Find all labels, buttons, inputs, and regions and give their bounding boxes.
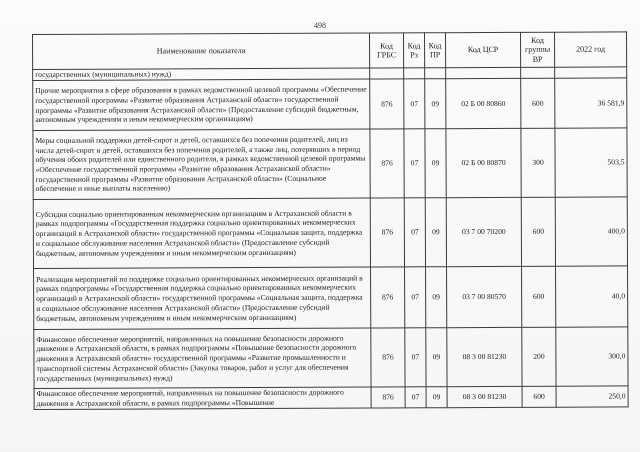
csr-code: 08 3 00 81230 — [447, 327, 522, 386]
header-name: Наименование показателя — [33, 33, 370, 69]
csr-code: 08 3 00 81230 — [447, 386, 522, 407]
empty-cell — [446, 67, 521, 78]
header-pr: Код ПР — [424, 33, 445, 68]
continuation-text: государственных (муниципальных) нужд) — [33, 68, 370, 80]
csr-code: 03 7 00 80570 — [447, 266, 522, 327]
vr-code: 600 — [521, 78, 555, 128]
header-vr: Код группы ВР — [520, 32, 554, 67]
pr-code: 09 — [426, 267, 447, 328]
table-row — [33, 197, 627, 269]
rz-code: 07 — [405, 328, 426, 387]
page-number: 498 — [314, 21, 326, 30]
pr-code: 09 — [425, 198, 446, 267]
header-csr: Код ЦСР — [445, 32, 520, 67]
indicator-name: Финансовое обеспечение мероприятий, направленных на повышение безопасности дорожного движения в Астраханской области, в рамках подпрограммы «Повышение — [34, 387, 371, 409]
vr-code: 600 — [522, 386, 556, 407]
rz-code: 07 — [404, 198, 425, 267]
empty-cell — [425, 68, 446, 79]
budget-table — [32, 31, 629, 410]
grbs-code: 876 — [370, 198, 404, 267]
csr-code: 03 7 00 70200 — [446, 197, 521, 266]
table-row — [34, 266, 628, 330]
indicator-name: Реализация мероприятий по поддержке социально ориентированных некоммерческих организаций в рамках подпрограммы «Государственная поддержка социально ориентированных некоммерческих организаций в Астраханской области» государственной программы «Социальная защита, поддержка и социальное обслуживание населения Астраханской области» (Предоставление субсидий бюджетным, автономным учреждениям и иным некоммерческим организациям) — [34, 267, 371, 329]
vr-code: 600 — [522, 266, 556, 327]
table-header-row — [33, 32, 627, 70]
amount-2022: 503,5 — [555, 128, 627, 197]
indicator-name: Меры социальной поддержки детей-сирот и детей, оставшихся без попечения родителей, лиц из числа детей-сирот и детей, оставшихся без попечения родителей, а также лиц, потерявших в период обучения обоих родителей или единственного родителя, в рамках ведомственной целевой программы «Обеспечение государственной программы «Развитие образования Астраханской области» государственной программы «Развитие образования Астраханской области» (Социальное обеспечение и иные выплаты населению) — [33, 129, 370, 199]
amount-2022: 400,0 — [555, 197, 627, 266]
csr-code: 02 Б 00 80870 — [446, 128, 521, 197]
csr-code: 02 Б 00 80860 — [446, 78, 521, 128]
empty-cell — [370, 68, 404, 79]
grbs-code: 876 — [371, 328, 405, 387]
rz-code: 07 — [405, 267, 426, 328]
table-row — [33, 128, 627, 200]
grbs-code: 876 — [370, 79, 404, 129]
grbs-code: 876 — [371, 267, 405, 328]
grbs-code: 876 — [370, 129, 404, 198]
amount-2022: 250,0 — [556, 386, 628, 407]
indicator-name: Прочие мероприятия в сфере образования в рамках ведомственной целевой программы «Обеспечение государственной программы «Развитие образования Астраханской области» государственной программы «Развитие образования Астраханской области» (Предоставление субсидий бюджетным, автономным учреждениям и иным некоммерческим организациям) — [33, 79, 370, 130]
rz-code: 07 — [404, 129, 425, 198]
table-row — [34, 327, 628, 389]
grbs-code: 876 — [371, 387, 405, 408]
pr-code: 09 — [426, 328, 447, 387]
pr-code: 09 — [425, 79, 446, 129]
budget-sheet — [32, 34, 626, 410]
vr-code: 200 — [522, 327, 556, 386]
header-year: 2022 год — [554, 32, 626, 67]
amount-2022: 40,0 — [556, 266, 628, 327]
rz-code: 07 — [404, 79, 425, 129]
empty-cell — [521, 67, 555, 78]
indicator-name: Субсидия социально ориентированным некоммерческим организациям в Астраханской области в рамках подпрограммы «Государственная поддержка социально ориентированных некоммерческих организаций в Астраханской области» государственной программы «Социальная защита, поддержка и социальное обслуживание населения Астраханской области» (Предоставление субсидий бюджетным, автономным учреждениям и иным некоммерческим организациям) — [33, 198, 370, 268]
table-row — [33, 78, 627, 131]
amount-2022: 300,0 — [556, 327, 628, 386]
page-bottom-edge — [0, 440, 640, 452]
vr-code: 300 — [521, 128, 555, 197]
empty-cell — [404, 68, 425, 79]
pr-code: 09 — [426, 387, 447, 408]
header-grbs: Код ГРБС — [369, 33, 403, 68]
table-row — [34, 386, 628, 410]
rz-code: 07 — [405, 387, 426, 408]
header-rz: Код Рз — [403, 33, 424, 68]
amount-2022: 36 581,9 — [555, 78, 627, 128]
pr-code: 09 — [425, 129, 446, 198]
vr-code: 600 — [521, 197, 555, 266]
empty-cell — [555, 67, 627, 78]
indicator-name: Финансовое обеспечение мероприятий, направленных на повышение безопасности дорожного движения в Астраханской области, в рамках подпрограммы «Повышение безопасности дорожного движения в Астраханской области» государственной программы «Развитие промышленности и транспортной системы Астраханской области» (Закупка товаров, работ и услуг для обеспечения государственных (муниципальных) нужд) — [34, 328, 371, 388]
